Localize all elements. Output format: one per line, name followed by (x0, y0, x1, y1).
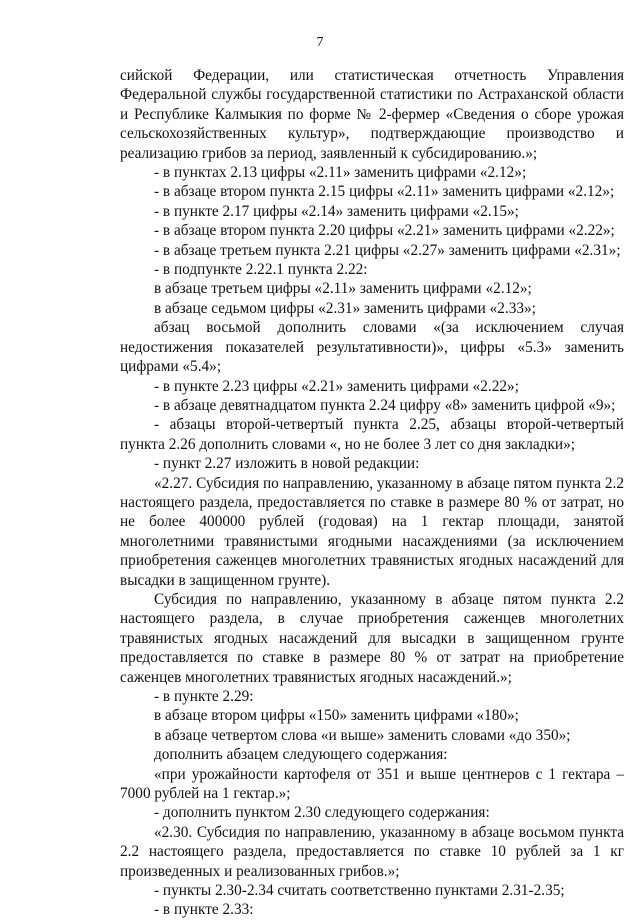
document-body (120, 66, 624, 920)
quoted-clause: Субсидия по направлению, указанному в абзаце пятом пункта 2.2 настоящего раздела, в случае приобретения саженцев многолетних травянистых ягодных насаждений для высадки в защищенном грунте предоставляется по ставке в размере 80 % от затрат на приобретение саженцев многолетних травянистых ягодных насаждений.»; (120, 590, 624, 686)
sub-amendment-item: в абзаце седьмом цифры «2.31» заменить цифрами «2.33»; (154, 299, 536, 317)
page-number: 7 (316, 35, 324, 50)
amendment-item: - в абзаце втором пункта 2.20 цифры «2.21» заменить цифрами «2.22»; (154, 222, 615, 240)
amendment-item: - абзацы второй-четвертый пункта 2.25, абзацы второй-четвертый пункта 2.26 дополнить словами «, но не более 3 лет со дня закладки»; (120, 416, 624, 453)
quoted-clause: «2.27. Субсидия по направлению, указанному в абзаце пятом пункта 2.2 настоящего раздела, предоставляется по ставке в размере 80 % от затрат, но не более 400000 рублей (годовая) на 1 гектар площади, занятой многолетними травянистыми ягодными насаждениями (за исключением приобретения саженцев многолетних травянистых ягодных насаждений для высадки в защищенном грунте). (120, 474, 624, 589)
sub-amendment-item: дополнить абзацем следующего содержания: (154, 746, 448, 764)
amendment-item: - в подпункте 2.22.1 пункта 2.22: (154, 261, 368, 279)
amendment-item: - в пунктах 2.13 цифры «2.11» заменить цифрами «2.12»; (154, 164, 527, 182)
quoted-clause: «при урожайности картофеля от 351 и выше центнеров с 1 гектара – 7000 рублей на 1 гектар.»; (120, 765, 624, 803)
amendment-item: - пункт 2.27 изложить в новой редакции: (154, 455, 420, 473)
amendment-item: - в абзаце третьем пункта 2.21 цифры «2.27» заменить цифрами «2.31»; (154, 241, 621, 259)
sub-amendment-item: в абзаце втором цифры «150» заменить цифрами «180»; (154, 707, 519, 725)
amendment-item: - дополнить пунктом 2.30 следующего содержания: (154, 804, 490, 822)
sub-amendment-item: в абзаце третьем цифры «2.11» заменить цифрами «2.12»; (154, 280, 532, 298)
amendment-item: - в пункте 2.33: (154, 901, 254, 919)
sub-amendment-item: в абзаце четвертом слова «и выше» заменить словами «до 350»; (154, 726, 571, 744)
amendment-item: - в абзаце втором пункта 2.15 цифры «2.11» заменить цифрами «2.12»; (154, 183, 615, 201)
sub-amendment-item: абзац восьмой дополнить словами «(за исключением случая недостижения показателей результативности)», цифры «5.3» заменить цифрами «5.4»; (120, 319, 624, 376)
amendment-item: - в абзаце девятнадцатом пункта 2.24 цифру «8» заменить цифрой «9»; (154, 396, 616, 414)
amendment-item: - в пункте 2.29: (154, 688, 254, 705)
paragraph-continuation: сийской Федерации, или статистическая отчетность Управления Федеральной службы государственной статистики по Астраханской области и Республике Калмыкия по форме № 2-фермер «Сведения о сборе урожая сельскохозяйственных культур», подтверждающие производство и реализацию грибов за период, заявленный к субсидированию.»; (120, 67, 624, 162)
amendment-item: - в пункте 2.17 цифры «2.14» заменить цифрами «2.15»; (154, 202, 519, 220)
amendment-item: - в пункте 2.23 цифры «2.21» заменить цифрами «2.22»; (154, 377, 519, 395)
quoted-clause: «2.30. Субсидия по направлению, указанному в абзаце восьмом пункта 2.2 настоящего раздела, предоставляется по ставке 10 рублей за 1 кг произведенных и реализованных грибов.»; (120, 823, 624, 880)
amendment-item: - пункты 2.30-2.34 считать соответственно пунктами 2.31-2.35; (154, 882, 565, 900)
